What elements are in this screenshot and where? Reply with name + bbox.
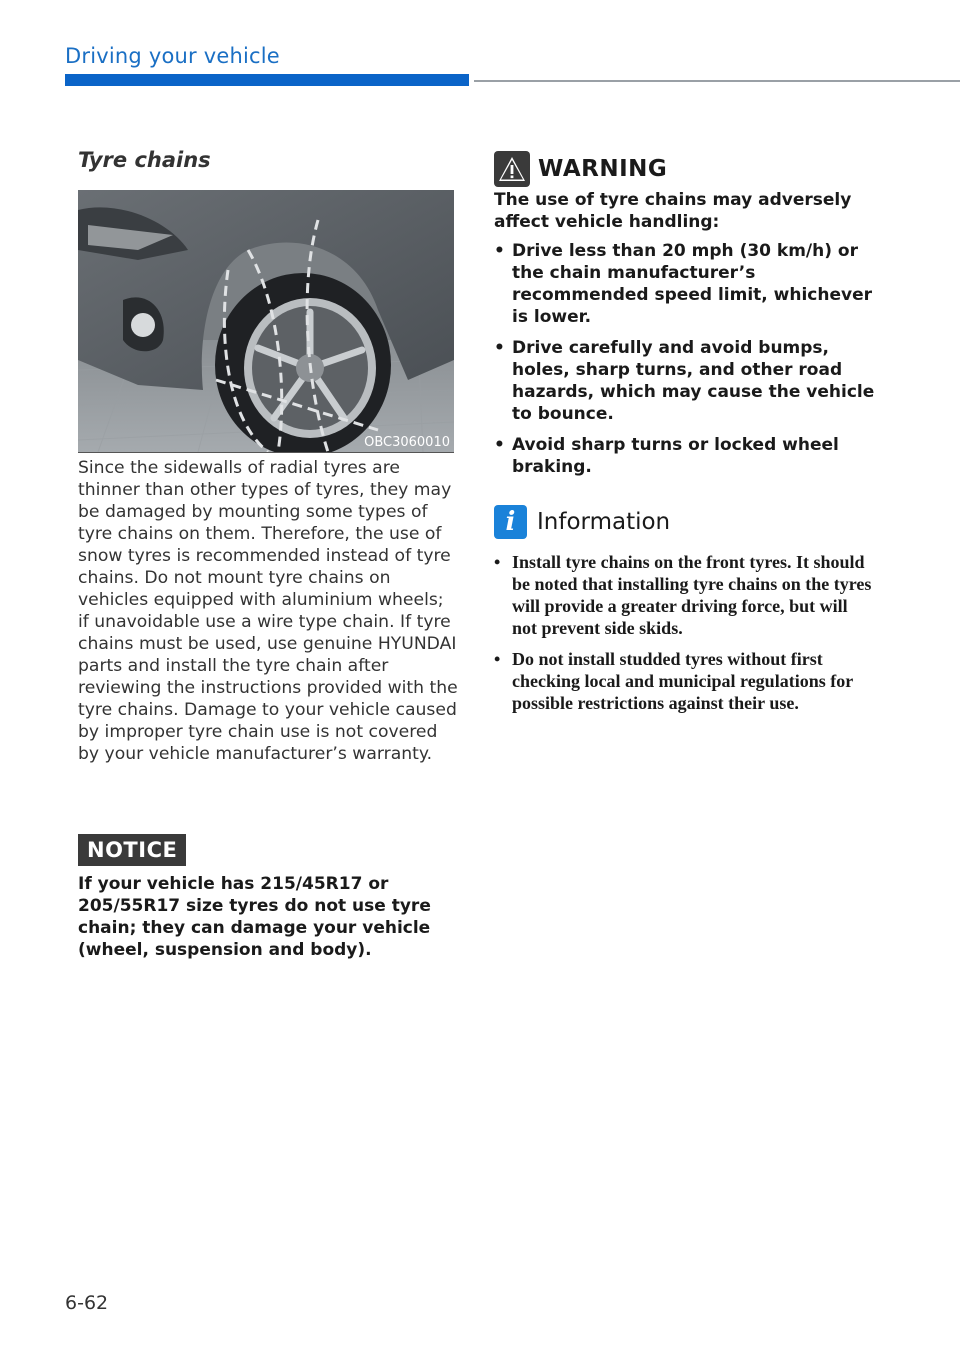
warning-label: WARNING (538, 156, 668, 182)
warning-item: • Drive carefully and avoid bumps, holes, sharp turns, and other road hazards, which may cause the vehicle to bounce. (494, 338, 875, 424)
information-item: • Install tyre chains on the front tyres. It should be noted that installing tyre chains on the tyres will provide a greater driving force, but will not prevent side skids. (494, 552, 872, 638)
warning-heading (494, 150, 667, 188)
information-list (494, 551, 874, 723)
warning-list (494, 240, 884, 487)
warning-item: • Avoid sharp turns or locked wheel braking. (494, 435, 839, 477)
section-header: Driving your vehicle (65, 44, 280, 68)
bullet: • (494, 338, 505, 358)
section-title: Tyre chains (78, 148, 211, 172)
notice-badge: NOTICE (78, 834, 186, 866)
header-accent-bar (65, 74, 469, 86)
bullet: • (494, 552, 501, 572)
tyre-chain-illustration (78, 190, 454, 452)
warning-triangle-icon (494, 151, 530, 187)
information-item: • Do not install studded tyres without first checking local and municipal regulations for possible restrictions against their use. (494, 649, 853, 713)
warning-item: • Drive less than 20 mph (30 km/h) or the chain manufacturer’s recommended speed limit, whichever is lower. (494, 241, 872, 327)
bullet: • (494, 435, 505, 455)
bullet: • (494, 241, 505, 261)
figure-rule (78, 452, 454, 453)
information-heading (494, 504, 670, 540)
header-rule (474, 80, 960, 82)
notice-text: If your vehicle has 215/45R17 or 205/55R17 size tyres do not use tyre chain; they can damage your vehicle (wheel, suspension and body). (78, 874, 431, 960)
tyre-chains-body: Since the sidewalls of radial tyres are thinner than other types of tyres, they may be damaged by mounting some types of tyre chains on them. Therefore, the use of snow tyres is recommended instead of tyre chains. Do not mount tyre chains on vehicles equipped with aluminium wheels; if unavoidable use a wire type chain. If tyre chains must be used, use genuine HYUNDAI parts and install the tyre chain after reviewing the instructions provided with the tyre chains. Damage to your vehicle caused by improper tyre chain use is not covered by your vehicle manufacturer’s warranty. (78, 458, 458, 764)
information-label: Information (537, 509, 671, 535)
info-i-icon: i (494, 505, 527, 539)
bullet: • (494, 649, 501, 669)
figure-code: OBC3060010 (364, 435, 450, 450)
page-number: 6-62 (65, 1292, 109, 1314)
warning-intro: The use of tyre chains may adversely affect vehicle handling: (494, 190, 852, 232)
